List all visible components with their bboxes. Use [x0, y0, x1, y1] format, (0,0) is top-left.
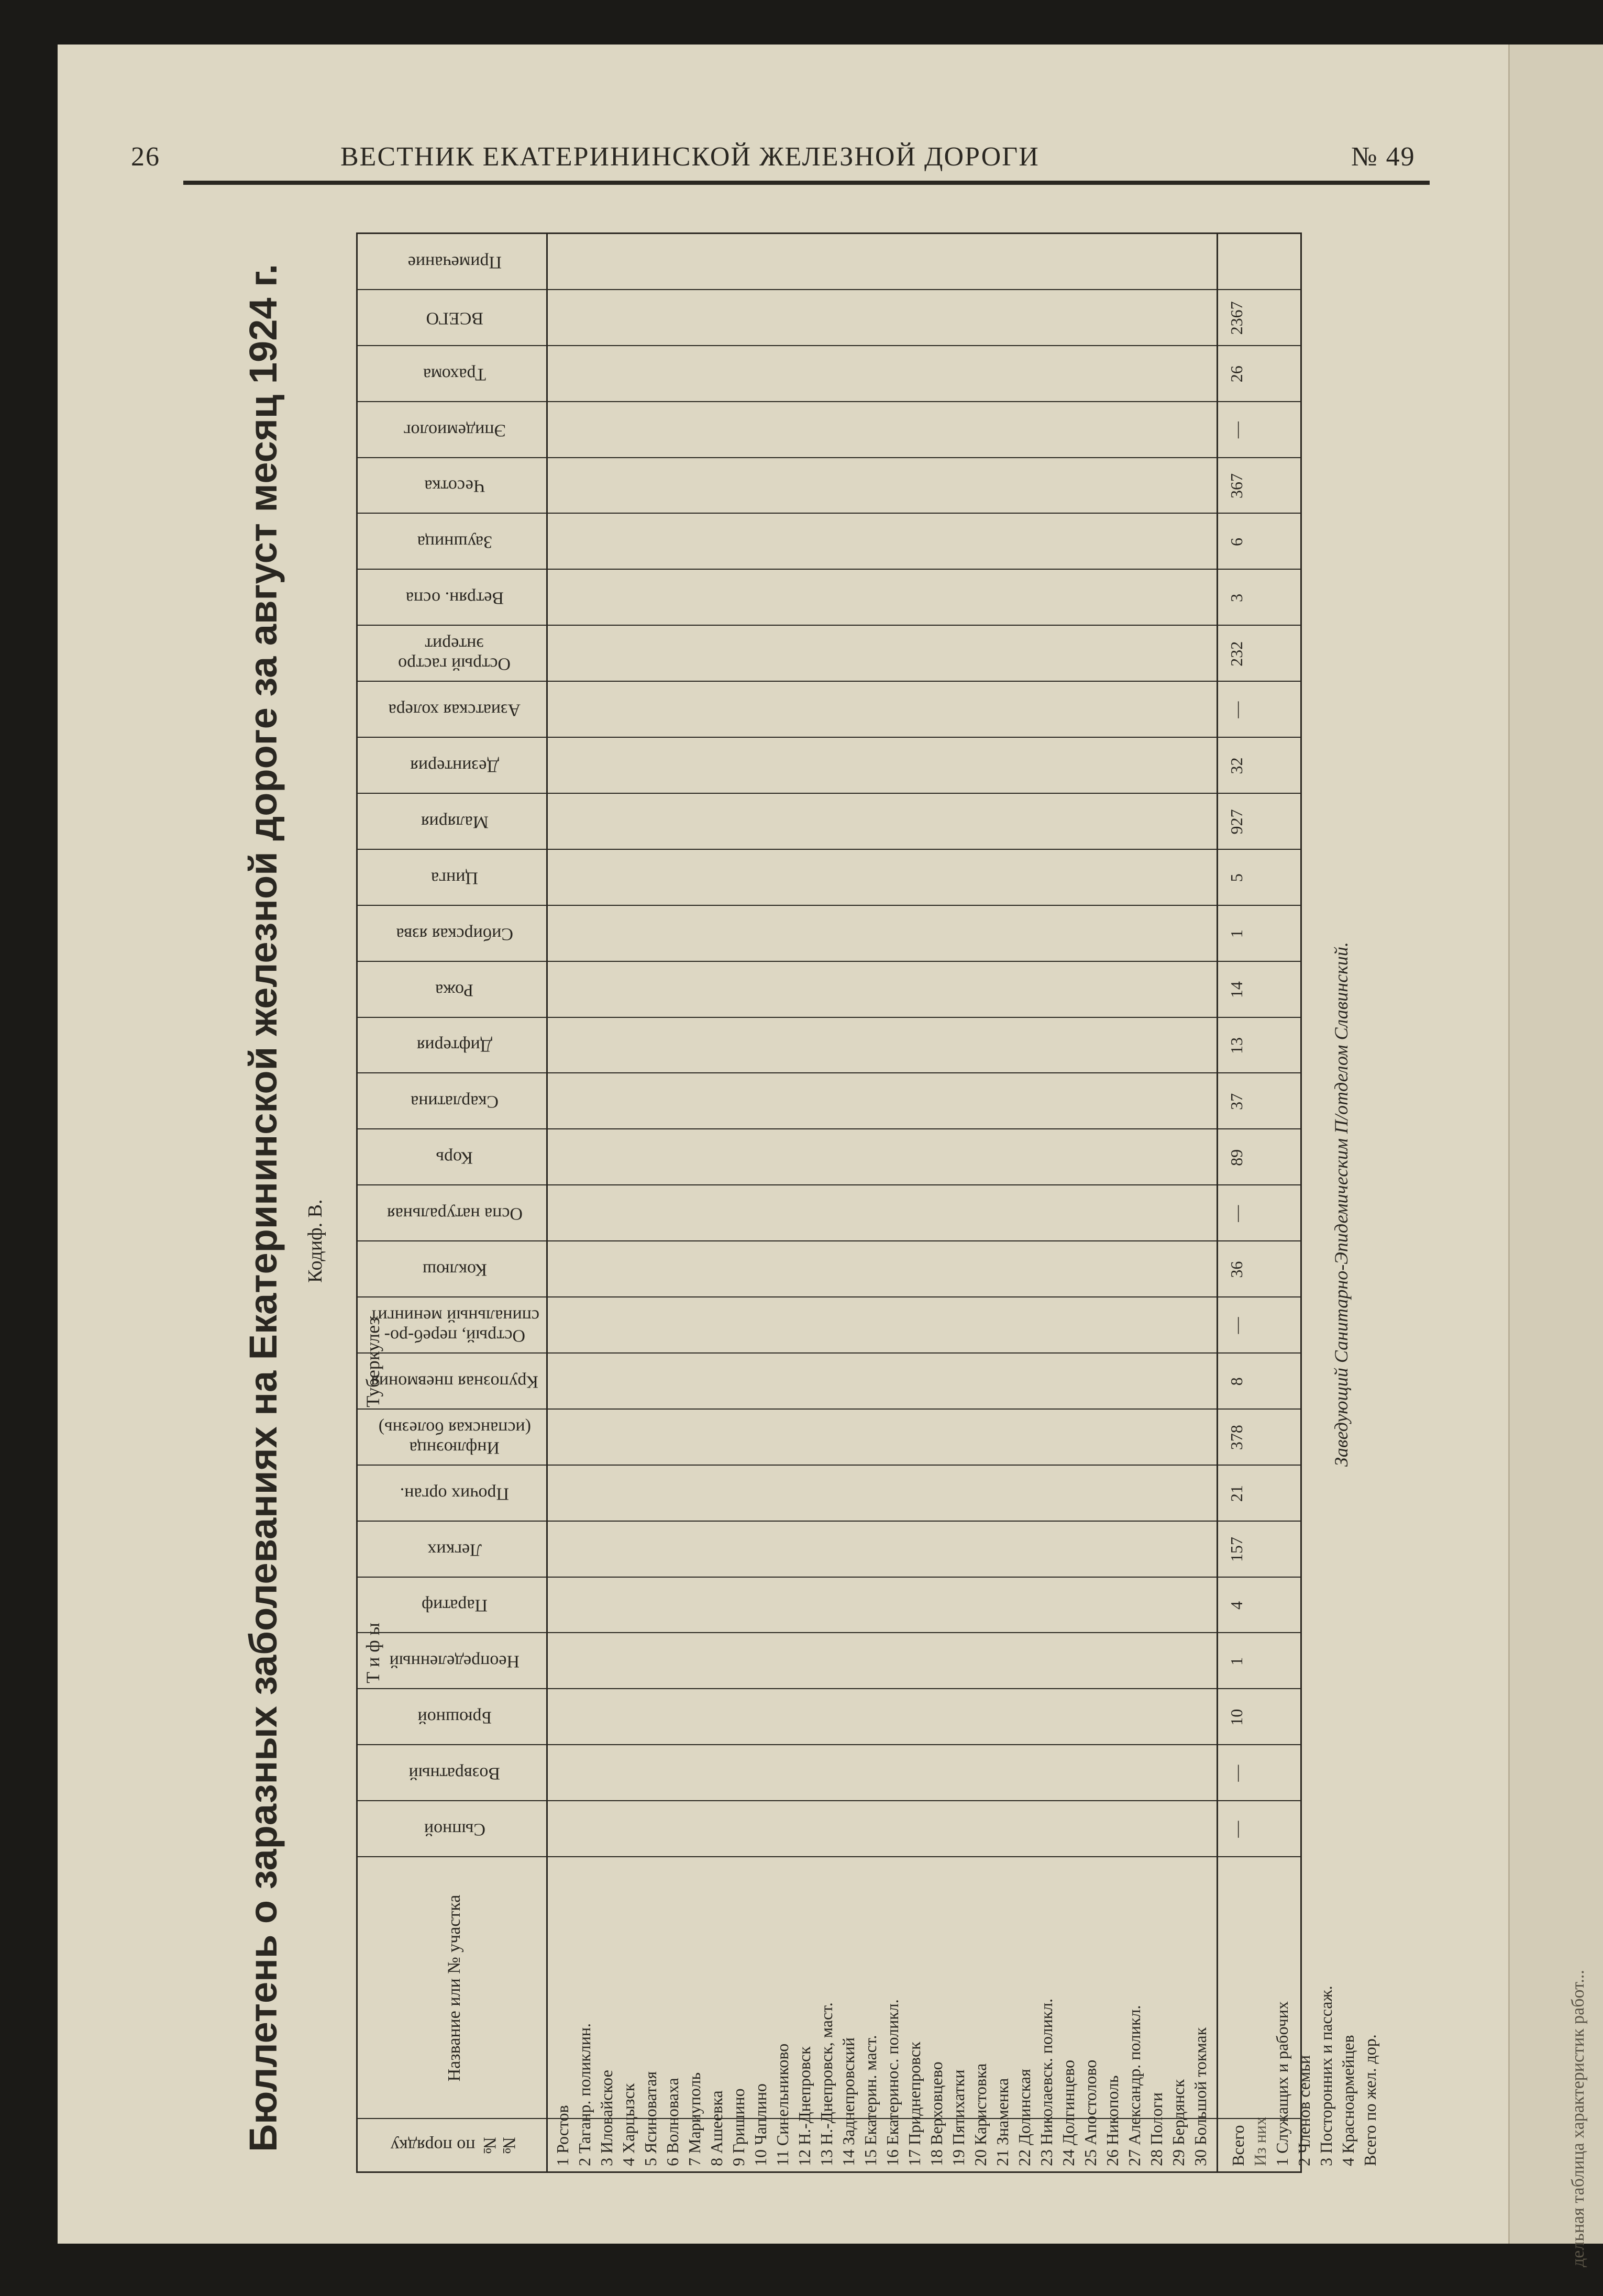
total-cell: 927 [1227, 809, 1246, 835]
row-label: 17 Приднепровск [905, 2042, 924, 2166]
header-divider [546, 234, 548, 2171]
column-rule [358, 1577, 1300, 1578]
column-rule [358, 1744, 1300, 1745]
row-label: 24 Долгинцево [1059, 2060, 1078, 2166]
column-header: Инфлюэнца (испанская болезнь) [378, 1418, 531, 1458]
total-cell: 4 [1227, 1601, 1246, 1610]
total-divider [1217, 234, 1218, 2171]
row-label: 9 Гришино [729, 2088, 748, 2166]
total-cell: 8 [1227, 1377, 1246, 1386]
column-rule [358, 345, 1300, 346]
row-label: 25 Апостолово [1081, 2059, 1100, 2166]
total-cell: — [1227, 422, 1246, 439]
row-label: 8 Ашеевка [707, 2090, 726, 2166]
group-label: 2 Членов семьи [1295, 2055, 1313, 2166]
column-header: Брюшной [417, 1707, 492, 1727]
column-rule [358, 457, 1300, 458]
column-header: Крупозная пневмония [371, 1372, 538, 1392]
group-label: 3 Посторонних и пассаж. [1317, 1986, 1335, 2166]
total-cell: 32 [1227, 757, 1246, 774]
column-rule [358, 289, 1300, 290]
column-header: Азиатская холера [388, 700, 521, 720]
row-label: 19 Пятихатки [949, 2069, 968, 2166]
column-header: Дифтерия [416, 1036, 493, 1056]
landscape-table-block [241, 236, 1424, 2173]
column-rule [358, 1856, 1300, 1857]
column-rule [358, 905, 1300, 906]
row-label: 20 Каристовка [971, 2063, 990, 2166]
total-cell: 37 [1227, 1093, 1246, 1110]
table-subtitle: Кодиф. В. [304, 1199, 326, 1283]
column-rule [358, 1800, 1300, 1801]
row-label: 5 Ясиноватая [641, 2071, 660, 2166]
column-rule [358, 961, 1300, 962]
column-rule [358, 2118, 1300, 2119]
grand-total-label: Всего по жел. дор. [1361, 2034, 1379, 2166]
column-header: Сибирская язва [396, 924, 513, 944]
column-header: Рожа [435, 980, 474, 1000]
total-cell: 26 [1227, 365, 1246, 383]
column-header: Заушница [417, 532, 492, 552]
row-label: 26 Никополь [1103, 2075, 1122, 2166]
total-label: Всего [1229, 2125, 1247, 2166]
total-cell: 367 [1227, 473, 1246, 499]
column-header: Паратиф [422, 1595, 488, 1615]
row-label: 28 Пологи [1147, 2092, 1166, 2166]
column-header: ВСЕГО [426, 308, 483, 328]
total-cell: 1 [1227, 1657, 1246, 1666]
total-cell: 10 [1227, 1709, 1246, 1726]
total-cell: — [1227, 701, 1246, 718]
column-rule [358, 625, 1300, 626]
running-header [131, 141, 1424, 178]
group-tub: Туберкулез [362, 1317, 383, 1407]
column-header: Прочих орган. [400, 1484, 510, 1504]
column-rule [358, 401, 1300, 402]
row-label: 30 Большой токмак [1191, 2027, 1210, 2166]
column-rule [358, 1408, 1300, 1410]
total-cell: 1 [1227, 929, 1246, 938]
total-cell: 232 [1227, 641, 1246, 667]
row-label: 15 Екатерин. маст. [861, 2035, 880, 2166]
total-cell: — [1227, 1821, 1246, 1838]
column-header: Малярия [421, 812, 489, 832]
column-rule [358, 1017, 1300, 1018]
row-label: 23 Николаевск. поликл. [1037, 1998, 1056, 2166]
total-cell: — [1227, 1317, 1246, 1334]
issue-number: № 49 [1351, 142, 1416, 172]
row-label: 7 Мариуполь [685, 2072, 704, 2166]
column-header: Чесотка [424, 476, 485, 496]
column-header: Сыпной [424, 1820, 485, 1839]
column-header: Примечание [407, 252, 502, 272]
total-cell: 21 [1227, 1485, 1246, 1502]
column-rule [358, 793, 1300, 794]
total-cell: 36 [1227, 1261, 1246, 1278]
column-rule [358, 681, 1300, 682]
row-label: 27 Александр. поликл. [1125, 2005, 1144, 2166]
row-label: 6 Волноваха [663, 2078, 682, 2166]
group-tif: Т и ф ы [362, 1623, 383, 1683]
column-rule [358, 1072, 1300, 1073]
of-them-label: Из них [1251, 2117, 1269, 2166]
column-rule [358, 513, 1300, 514]
next-page-strip [1508, 45, 1603, 2244]
row-label: 2 Таганр. поликлин. [575, 2023, 594, 2166]
page-number: 26 [131, 142, 160, 172]
column-header: Корь [436, 1148, 473, 1168]
column-header: Название или № участка [445, 1894, 464, 2082]
column-header: Оспа натуральная [386, 1204, 523, 1224]
row-label: 10 Чаплино [751, 2083, 770, 2166]
column-rule [358, 1184, 1300, 1185]
column-header: №№ по порядку [390, 2136, 519, 2155]
row-label: 1 Ростов [553, 2105, 572, 2166]
column-header: Трахома [423, 364, 486, 384]
row-label: 16 Екатеринос. поликл. [883, 1999, 902, 2166]
column-rule [358, 849, 1300, 850]
column-header: Эпидемиолог [403, 420, 506, 440]
column-rule [358, 1240, 1300, 1241]
column-rule [358, 1465, 1300, 1466]
total-cell: 157 [1227, 1537, 1246, 1562]
column-header: Легких [427, 1540, 482, 1560]
row-label: 13 Н.-Днепровск, маст. [817, 2002, 836, 2166]
row-labels [551, 1920, 1211, 2166]
row-label: 3 Иловайское [597, 2070, 616, 2166]
total-cell: 13 [1227, 1037, 1246, 1055]
row-label: 18 Верховцево [927, 2061, 946, 2166]
total-cell: 378 [1227, 1425, 1246, 1450]
column-header: Ветрян. оспа [405, 588, 504, 608]
column-rule [358, 1128, 1300, 1129]
row-label: 12 Н.-Днепровск [795, 2046, 814, 2166]
group-label: 1 Служащих и рабочих [1273, 2001, 1291, 2166]
row-label: 14 Заднепровский [839, 2037, 858, 2166]
journal-title: ВЕСТНИК ЕКАТЕРИНИНСКОЙ ЖЕЛЕЗНОЙ ДОРОГИ [340, 142, 1040, 172]
total-cell: — [1227, 1205, 1246, 1222]
column-rule [358, 1296, 1300, 1297]
column-header: Скарлатина [411, 1092, 499, 1112]
row-label: 22 Долинская [1015, 2069, 1034, 2166]
group-label: 4 Красноармейцев [1339, 2035, 1357, 2166]
header-rule [183, 181, 1430, 185]
column-header: Неопределенный [389, 1651, 520, 1671]
total-cell: — [1227, 1765, 1246, 1782]
column-header: Острый, переб-ро-спинальный менингит [370, 1306, 539, 1346]
column-rule [358, 569, 1300, 570]
column-header: Коклюш [422, 1260, 487, 1280]
column-header: Возвратный [408, 1763, 501, 1783]
table-title: Бюллетень о заразных заболеваниях на Екатерининской железной дороге за август месяц 1924 г. [241, 263, 285, 2152]
total-cell: 2367 [1227, 301, 1246, 335]
row-label: 21 Знаменка [993, 2078, 1012, 2166]
total-cell: 3 [1227, 593, 1246, 602]
column-rule [358, 1688, 1300, 1689]
column-header: Цинга [431, 868, 478, 888]
column-rule [358, 737, 1300, 738]
total-cell: 89 [1227, 1149, 1246, 1166]
total-cell: 14 [1227, 981, 1246, 999]
signature-line: Заведующий Санитарно-Эпидемическим П/отделом Славинский. [1331, 942, 1352, 1467]
column-rule [358, 1352, 1300, 1354]
column-rule [358, 1632, 1300, 1633]
column-header: Острый гастро энтерит [398, 634, 511, 674]
row-label: 4 Харцызск [619, 2083, 638, 2166]
next-page-text: дельная таблица характеристик работ... [1568, 1970, 1588, 2267]
total-cell: 5 [1227, 873, 1246, 882]
row-label: 29 Бердянск [1169, 2079, 1188, 2166]
column-header: Дезинтерия [410, 756, 499, 776]
row-label: 11 Синельниково [773, 2043, 792, 2166]
total-cell: 6 [1227, 537, 1246, 546]
column-rule [358, 1521, 1300, 1522]
